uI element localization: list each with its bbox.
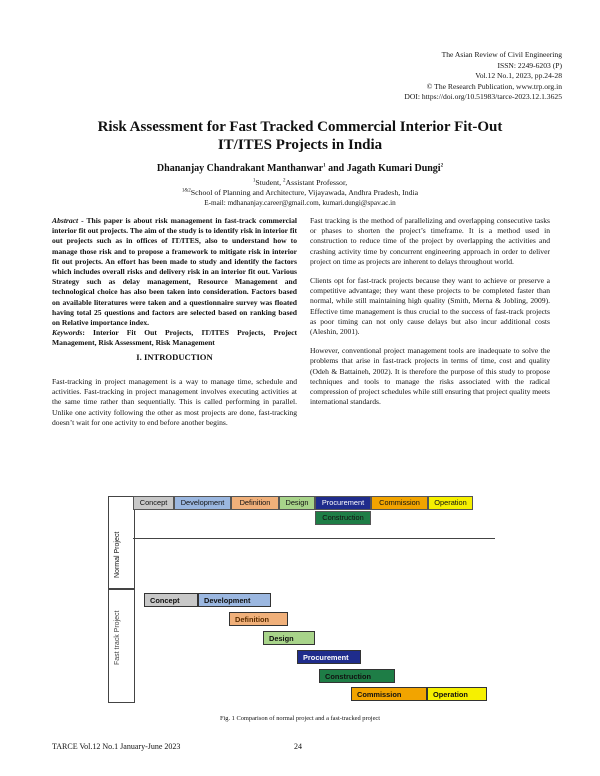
author-roles: [60, 178, 540, 188]
normal-project-frame: [108, 496, 135, 590]
keywords-text: : Interior Fit Out Projects, IT/ITES Projects, Project Management, Risk Assessment, Risk Management: [52, 328, 297, 348]
doi: DOI: https://doi.org/10.51983/tarce-2023.12.1.3625: [404, 92, 562, 101]
figure-caption: Fig. 1 Comparison of normal project and a fast-tracked project: [219, 715, 381, 722]
normal-phase-development: Development: [174, 496, 231, 510]
normal-phase-procurement: Procurement: [315, 496, 371, 510]
author-1-sup: 1: [323, 163, 326, 169]
fast-phase-definition: Definition: [229, 612, 288, 626]
paragraph-fast-tracking: Fast tracking is the method of parallelizing and overlapping consecutive tasks or phases to shorten the project’s timeframe. It is a method used in construction to reduce time of the project by overlapping the activities and crashing activity time by concurrent engineering approach in order to deliver project on time as projects are inherent to delays throughout world.: [310, 216, 550, 266]
right-column: [310, 216, 550, 416]
fast-phase-concept: Concept: [144, 593, 198, 607]
normal-phase-commission: Commission: [371, 496, 428, 510]
intro-paragraph: Fast-tracking in project management is a way to manage time, schedule and activities. Fast-tracking in project management involves executing activities at the same time rather than sequentially. This is called performing in parallel. Unlike one activity following the other as most projects are done, fast-tracking doesn’t wait for one activity to end before another begins.: [52, 377, 297, 427]
fast-phase-procurement: Procurement: [297, 650, 361, 664]
paragraph-clients: Clients opt for fast-track projects because they want to achieve or preserve a competitive advantage; they want these projects to be completed faster than normal, while still maintaining high quality (Smith, Merna & Jobling, 2009). Effective time management is thus crucial to the success of fast-track projects as poor timing can not only cause delays but also incur additional costs (Aleshin, 2001).: [310, 276, 550, 337]
authors: [60, 163, 540, 174]
email-line: E-mail: mdhananjay.career@gmail.com, kumari.dungi@spav.ac.in: [204, 199, 396, 207]
title-line-1: Risk Assessment for Fast Tracked Commercial Interior Fit-Out: [97, 119, 503, 135]
figure-comparison: [0, 490, 600, 715]
normal-phase-operation: Operation: [428, 496, 473, 510]
abstract-label: Abstract: [52, 216, 79, 225]
footer-journal-issue: TARCE Vol.12 No.1 January-June 2023: [52, 742, 181, 751]
paper-title: [60, 118, 540, 154]
fast-phase-commission: Commission: [351, 687, 427, 701]
role-student: Student,: [255, 178, 284, 187]
fast-phase-operation: Operation: [427, 687, 487, 701]
section-heading: I. INTRODUCTION: [136, 352, 213, 362]
volume-info: Vol.12 No.1, 2023, pp.24-28: [475, 71, 562, 80]
role-sup-2: 2: [283, 178, 286, 184]
issn: ISSN: 2249-6203 (P): [497, 60, 562, 70]
affiliation-school: [60, 188, 540, 198]
normal-phase-definition: Definition: [231, 496, 279, 510]
role-professor: Assistant Professor,: [285, 178, 348, 187]
fast-track-label: Fast track Project: [114, 610, 121, 665]
authors-and: and: [325, 163, 347, 174]
school-sup: 1&2: [181, 188, 191, 194]
page-number: 24: [294, 742, 302, 751]
paragraph-conventional: However, conventional project management tools are inadequate to solve the problems that arise in fast-track projects in terms of time, cost and quality (Odeh & Battaineh, 2002). It is therefore the purpose of this study to propose techniques and tools to manage the risks associated with the radical compression of project schedules while still ensuring that project quality meets international standards.: [310, 346, 550, 407]
fast-phase-construction: Construction: [319, 669, 395, 683]
keywords-label: Keywords: [52, 328, 83, 338]
title-line-2: IT/ITES Projects in India: [217, 137, 383, 153]
fast-phase-development: Development: [198, 593, 271, 607]
role-sup-1: 1: [252, 178, 256, 184]
school-name: School of Planning and Architecture, Vijayawada, Andhra Pradesh, India: [190, 188, 419, 197]
journal-name: The Asian Review of Civil Engineering: [441, 50, 562, 59]
author-1: Dhananjay Chandrakant Manthanwar: [156, 163, 324, 174]
normal-axis-line: [133, 538, 495, 539]
normal-project-label: Normal Project: [114, 531, 121, 578]
journal-header: [262, 50, 562, 103]
abstract: [52, 216, 297, 349]
abstract-text: - This paper is about risk management in fast-track commercial interior fit out projects. The aim of the study is to identify risk in interior fit out projects such as in offices of IT/ITES, also to understand how to manage those risk and to propose a framework to mitigate risk in interior fit out projects. An effort has been made to study and identify the factors which includes overall risks and delivery risk in an interior fit out. Various Strategy such as delay management, Resource Management and technological choice has also been taken into consideration. Factors based on available literatures were taken and a questionnaire survey was floated having total 25 questions and factors are selected based on ranking based on Relative importance index.: [52, 216, 297, 328]
normal-phase-concept: Concept: [133, 496, 174, 510]
normal-phase-construction: Construction: [315, 511, 371, 525]
fast-track-frame: [108, 588, 135, 703]
normal-phase-design: Design: [279, 496, 315, 510]
author-2-sup: 2: [440, 163, 444, 169]
publisher: © The Research Publication, www.trp.org.in: [426, 81, 562, 91]
author-2: Jagath Kumari Dungi: [346, 163, 441, 174]
fast-phase-design: Design: [263, 631, 315, 645]
